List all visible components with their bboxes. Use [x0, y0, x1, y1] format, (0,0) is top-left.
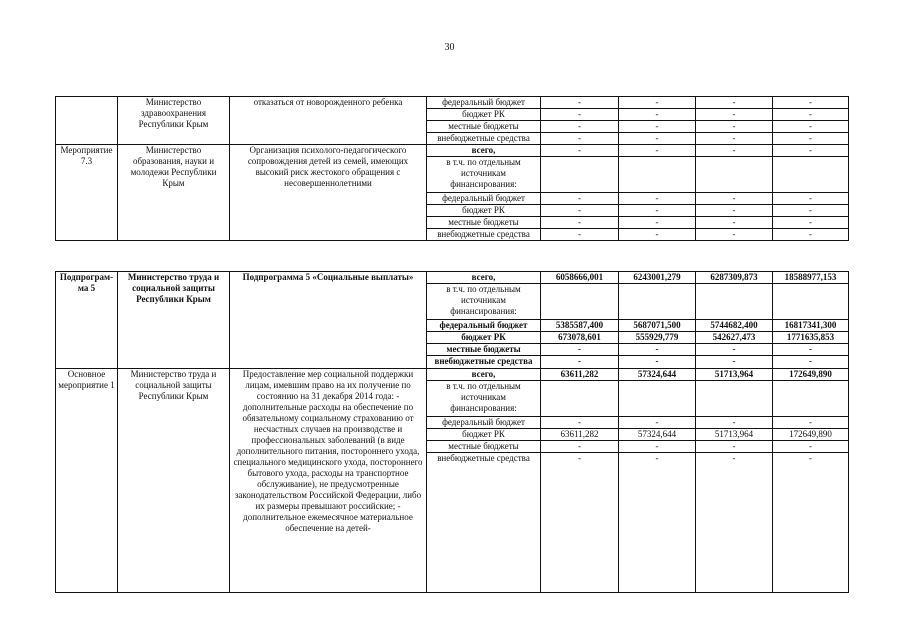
amount-cell: - — [773, 453, 849, 593]
amount-cell: 57324,644 — [619, 369, 696, 381]
amount-cell: - — [541, 97, 619, 109]
amount-cell: - — [773, 441, 849, 453]
funding-source-cell: бюджет РК — [427, 109, 541, 121]
amount-cell: - — [696, 356, 773, 369]
amount-cell: - — [541, 441, 619, 453]
amount-cell: - — [696, 417, 773, 429]
amount-cell: - — [619, 133, 696, 145]
amount-cell: - — [696, 121, 773, 133]
amount-cell: 6058666,001 — [541, 272, 619, 284]
amount-cell: 18588977,153 — [773, 272, 849, 284]
amount-cell — [619, 381, 696, 417]
amount-cell: 542627,473 — [696, 332, 773, 344]
amount-cell: 51713,964 — [696, 429, 773, 441]
amount-cell: - — [541, 417, 619, 429]
amount-cell: - — [696, 229, 773, 241]
executor-cell: Министерство труда и социальной защиты Республики Крым — [118, 272, 230, 369]
amount-cell: 5687071,500 — [619, 320, 696, 332]
funding-source-cell: федеральный бюджет — [427, 417, 541, 429]
funding-source-cell: всего, — [427, 145, 541, 157]
amount-cell: - — [619, 441, 696, 453]
amount-cell: - — [696, 133, 773, 145]
amount-cell: - — [773, 217, 849, 229]
funding-source-cell: местные бюджеты — [427, 217, 541, 229]
funding-source-cell: федеральный бюджет — [427, 320, 541, 332]
amount-cell: - — [541, 133, 619, 145]
measure-name-cell: Организация психолого-педагогического сопровождения детей из семей, имеющих высокий риск жестокого обращения с несовершеннолетними — [230, 145, 427, 241]
funding-source-cell: всего, — [427, 272, 541, 284]
amount-cell: - — [773, 145, 849, 157]
amount-cell: - — [619, 121, 696, 133]
amount-cell: - — [619, 417, 696, 429]
measure-name-cell: Предоставление мер социальной поддержки лицам, имевшим право на их получение по состоянию на 31 декабря 2014 года: - дополнительные расходы на обеспечение по обязательному социальному страхованию от несчастных случаев на производстве и профессиональных заболеваний (в виде дополнительного питания, постороннего ухода, специального медицинского ухода, постороннего бытового ухода, расходы на транспортное обслуживание), не предусмотренные законодательством Российской Федерации, либо их размеры превышают российские; - дополнительное ежемесячное материальное обеспечение на детей- — [230, 369, 427, 593]
amount-cell — [619, 284, 696, 320]
measure-code-cell — [56, 97, 118, 145]
amount-cell — [619, 157, 696, 193]
funding-source-cell: местные бюджеты — [427, 344, 541, 356]
amount-cell: - — [773, 344, 849, 356]
funding-source-cell: всего, — [427, 369, 541, 381]
amount-cell — [696, 157, 773, 193]
amount-cell: - — [773, 205, 849, 217]
amount-cell: 172649,890 — [773, 429, 849, 441]
measure-code-cell: Мероприятие 7.3 — [56, 145, 118, 241]
amount-cell: 6287309,873 — [696, 272, 773, 284]
funding-source-cell: внебюджетные средства — [427, 133, 541, 145]
funding-source-cell: местные бюджеты — [427, 121, 541, 133]
amount-cell: - — [541, 109, 619, 121]
funding-source-cell: внебюджетные средства — [427, 453, 541, 593]
measure-name-cell: отказаться от новорожденного ребенка — [230, 97, 427, 145]
amount-cell: 673078,601 — [541, 332, 619, 344]
amount-cell — [541, 284, 619, 320]
funding-source-cell: федеральный бюджет — [427, 193, 541, 205]
measure-name-cell: Подпрограмма 5 «Социальные выплаты» — [230, 272, 427, 369]
amount-cell: - — [773, 121, 849, 133]
amount-cell — [696, 284, 773, 320]
funding-source-cell: федеральный бюджет — [427, 97, 541, 109]
amount-cell — [773, 381, 849, 417]
funding-source-cell: бюджет РК — [427, 332, 541, 344]
amount-cell: 5744682,400 — [696, 320, 773, 332]
amount-cell: - — [773, 97, 849, 109]
amount-cell: 6243001,279 — [619, 272, 696, 284]
amount-cell: - — [541, 121, 619, 133]
amount-cell: - — [619, 109, 696, 121]
amount-cell: 5385587,400 — [541, 320, 619, 332]
amount-cell: - — [773, 356, 849, 369]
funding-table-part-1 — [55, 96, 849, 241]
amount-cell: - — [541, 145, 619, 157]
amount-cell: - — [619, 356, 696, 369]
amount-cell: - — [619, 453, 696, 593]
amount-cell — [773, 284, 849, 320]
amount-cell: - — [619, 344, 696, 356]
amount-cell — [541, 157, 619, 193]
amount-cell: - — [541, 205, 619, 217]
executor-cell: Министерство труда и социальной защиты Республики Крым — [118, 369, 230, 593]
executor-cell: Министерство здравоохранения Республики Крым — [118, 97, 230, 145]
amount-cell: - — [773, 109, 849, 121]
amount-cell: - — [619, 229, 696, 241]
amount-cell: - — [541, 193, 619, 205]
amount-cell: 172649,890 — [773, 369, 849, 381]
amount-cell: - — [541, 344, 619, 356]
amount-cell: - — [696, 109, 773, 121]
amount-cell: - — [696, 217, 773, 229]
amount-cell: 57324,644 — [619, 429, 696, 441]
table-row — [56, 145, 849, 157]
page-number: 30 — [444, 42, 455, 53]
funding-source-cell: внебюджетные средства — [427, 356, 541, 369]
funding-table-part-2 — [55, 271, 849, 593]
amount-cell: - — [619, 145, 696, 157]
amount-cell: - — [773, 417, 849, 429]
amount-cell: - — [773, 193, 849, 205]
funding-source-cell: в т.ч. по отдельным источникам финансирования: — [427, 284, 541, 320]
amount-cell: 16817341,300 — [773, 320, 849, 332]
funding-source-cell: внебюджетные средства — [427, 229, 541, 241]
funding-source-cell: в т.ч. по отдельным источникам финансирования: — [427, 381, 541, 417]
amount-cell: 51713,964 — [696, 369, 773, 381]
amount-cell: 63611,282 — [541, 429, 619, 441]
amount-cell: 555929,779 — [619, 332, 696, 344]
amount-cell: - — [696, 441, 773, 453]
table-row — [56, 272, 849, 284]
amount-cell: 63611,282 — [541, 369, 619, 381]
amount-cell: - — [541, 356, 619, 369]
amount-cell: - — [541, 217, 619, 229]
amount-cell: - — [696, 193, 773, 205]
amount-cell: - — [696, 453, 773, 593]
amount-cell: - — [696, 145, 773, 157]
amount-cell: - — [696, 344, 773, 356]
amount-cell — [773, 157, 849, 193]
funding-source-cell: в т.ч. по отдельным источникам финансирования: — [427, 157, 541, 193]
amount-cell: 1771635,853 — [773, 332, 849, 344]
measure-code-cell: Основное мероприятие 1 — [56, 369, 118, 593]
amount-cell: - — [541, 453, 619, 593]
amount-cell: - — [619, 97, 696, 109]
amount-cell — [541, 381, 619, 417]
amount-cell — [696, 381, 773, 417]
funding-source-cell: бюджет РК — [427, 205, 541, 217]
amount-cell: - — [696, 205, 773, 217]
executor-cell: Министерство образования, науки и молодежи Республики Крым — [118, 145, 230, 241]
amount-cell: - — [619, 193, 696, 205]
amount-cell: - — [541, 229, 619, 241]
funding-source-cell: местные бюджеты — [427, 441, 541, 453]
amount-cell: - — [619, 217, 696, 229]
table-row — [56, 369, 849, 381]
amount-cell: - — [619, 205, 696, 217]
table-row — [56, 97, 849, 109]
amount-cell: - — [773, 133, 849, 145]
measure-code-cell: Подпрограм-ма 5 — [56, 272, 118, 369]
amount-cell: - — [696, 97, 773, 109]
funding-source-cell: бюджет РК — [427, 429, 541, 441]
amount-cell: - — [773, 229, 849, 241]
